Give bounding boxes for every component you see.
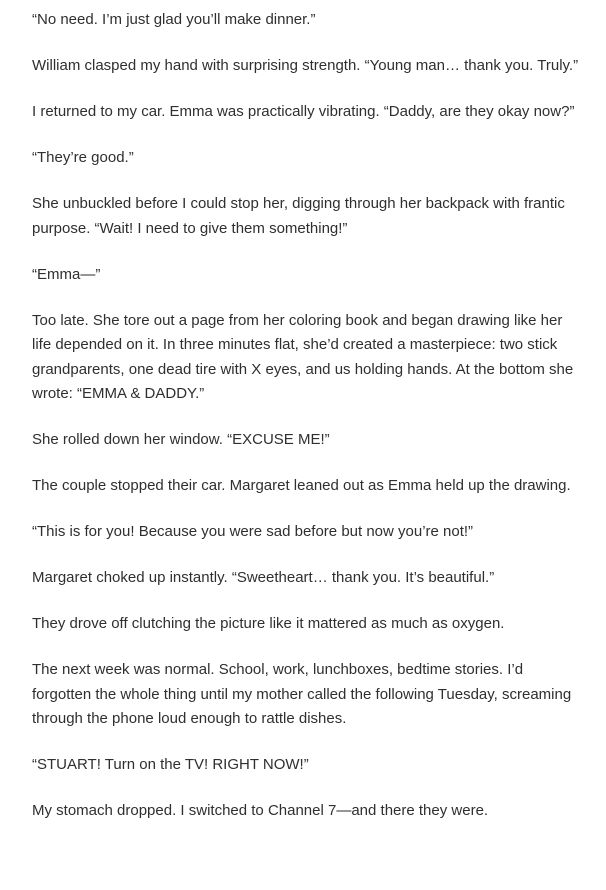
paragraph: She unbuckled before I could stop her, digging through her backpack with frantic purpose. “Wait! I need to give them something!” — [32, 195, 565, 237]
paragraph: They drove off clutching the picture like it mattered as much as oxygen. — [32, 615, 505, 632]
paragraph: Margaret choked up instantly. “Sweetheart… thank you. It’s beautiful.” — [32, 569, 495, 586]
paragraph: The next week was normal. School, work, lunchboxes, bedtime stories. I’d forgotten the whole thing until my mother called the following Tuesday, screaming through the phone loud enough to rattle dishes. — [32, 661, 572, 727]
paragraph: My stomach dropped. I switched to Channel 7—and there they were. — [32, 802, 489, 819]
paragraph: “This is for you! Because you were sad before but now you’re not!” — [32, 523, 474, 540]
paragraph: “STUART! Turn on the TV! RIGHT NOW!” — [32, 756, 309, 773]
paragraph: “They’re good.” — [32, 149, 134, 166]
paragraph: I returned to my car. Emma was practically vibrating. “Daddy, are they okay now?” — [32, 103, 575, 120]
paragraph: The couple stopped their car. Margaret leaned out as Emma held up the drawing. — [32, 477, 571, 494]
paragraph: She rolled down her window. “EXCUSE ME!” — [32, 431, 330, 448]
paragraph: “Emma—” — [32, 265, 101, 283]
article-body — [32, 8, 580, 845]
paragraph: Too late. She tore out a page from her coloring book and began drawing like her life depended on it. In three minutes flat, she’d created a masterpiece: two stick grandparents, one dead tire with X eyes, and us holding hands. At the bottom she wrote: “EMMA & DADDY.” — [32, 311, 574, 402]
paragraph: William clasped my hand with surprising strength. “Young man… thank you. Truly.” — [32, 57, 579, 74]
paragraph: “No need. I’m just glad you’ll make dinner.” — [32, 11, 316, 28]
